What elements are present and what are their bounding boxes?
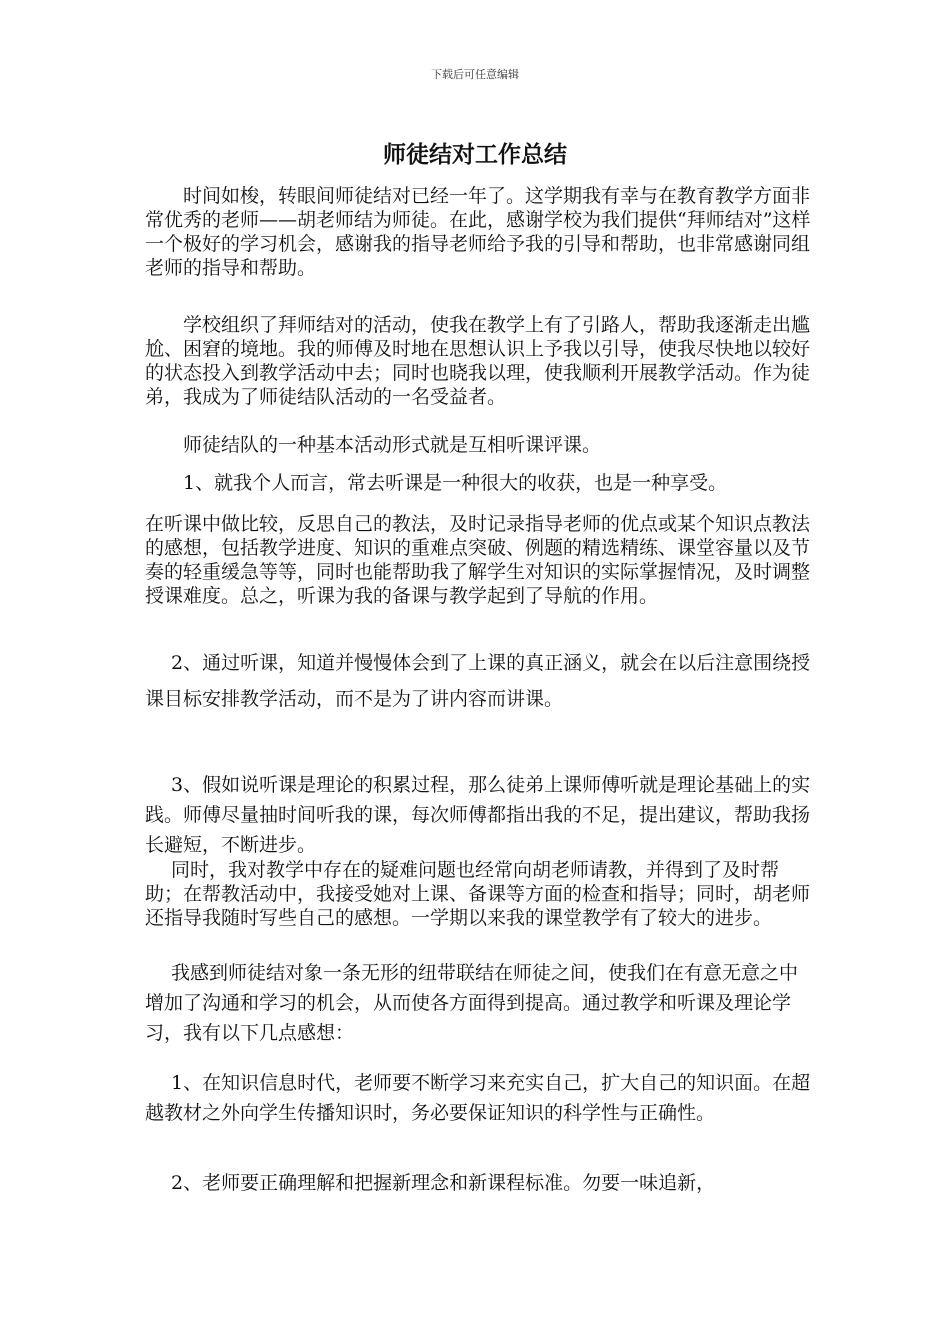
paragraph-reflection-1: 1、在知识信息时代，老师要不断学习来充实自己，扩大自己的知识面。在超越教材之外向学生传播知识时，务必要保证知识的科学性与正确性。 [145,1072,811,1124]
document-title: 师徒结对工作总结 [383,142,567,168]
paragraph-point-3: 3、假如说听课是理论的积累过程，那么徒弟上课师傅听就是理论基础上的实践。师傅尽量抽时间听我的课，每次师傅都指出我的不足，提出建议，帮助我扬长避短，不断进步。 [145,774,811,856]
paragraph-activity-form: 师徒结队的一种基本活动形式就是互相听课评课。 [183,434,602,456]
header-note: 下载后可任意编辑 [431,68,519,81]
paragraph-intro: 时间如梭，转眼间师徒结对已经一年了。这学期我有幸与在教育教学方面非常优秀的老师——胡老师结为师徒。在此，感谢学校为我们提供“拜师结对”这样一个极好的学习机会，感谢我的指导老师给予我的引导和帮助，也非常感谢同组老师的指导和帮助。 [145,185,811,279]
paragraph-guidance: 同时，我对教学中存在的疑难问题也经常向胡老师请教，并得到了及时帮助；在帮教活动中，我接受她对上课、备课等方面的检查和指导；同时，胡老师还指导我随时写些自己的感想。一学期以来我的课堂教学有了较大的进步。 [145,859,811,929]
paragraph-point-2: 2、通过听课，知道并慢慢体会到了上课的真正涵义，就会在以后注意围绕授课目标安排教学活动，而不是为了讲内容而讲课。 [145,652,811,710]
paragraph-school-activity: 学校组织了拜师结对的活动，使我在教学上有了引路人，帮助我逐渐走出尴尬、困窘的境地。我的师傅及时地在思想认识上予我以引导，使我尽快地以较好的状态投入到教学活动中去；同时也晓我以理，使我顺利开展教学活动。作为徒弟，我成为了师徒结队活动的一名受益者。 [145,314,811,408]
paragraph-point-1-lead: 1、就我个人而言，常去听课是一种很大的收获，也是一种享受。 [183,472,728,494]
paragraph-bond: 我感到师徒结对象一条无形的纽带联结在师徒之间，使我们在有意无意之中增加了沟通和学习的机会，从而使各方面得到提高。通过教学和听课及理论学习，我有以下几点感想： [145,962,799,1044]
paragraph-point-1-body: 在听课中做比较，反思自己的教法，及时记录指导老师的优点或某个知识点教法的感想，包括教学进度、知识的重难点突破、例题的精选精练、课堂容量以及节奏的轻重缓急等等，同时也能帮助我了解学生对知识的实际掌握情况，及时调整授课难度。总之，听课为我的备课与教学起到了导航的作用。 [145,513,811,607]
paragraph-reflection-2: 2、老师要正确理解和把握新理念和新课程标准。勿要一味追新， [171,1172,716,1194]
